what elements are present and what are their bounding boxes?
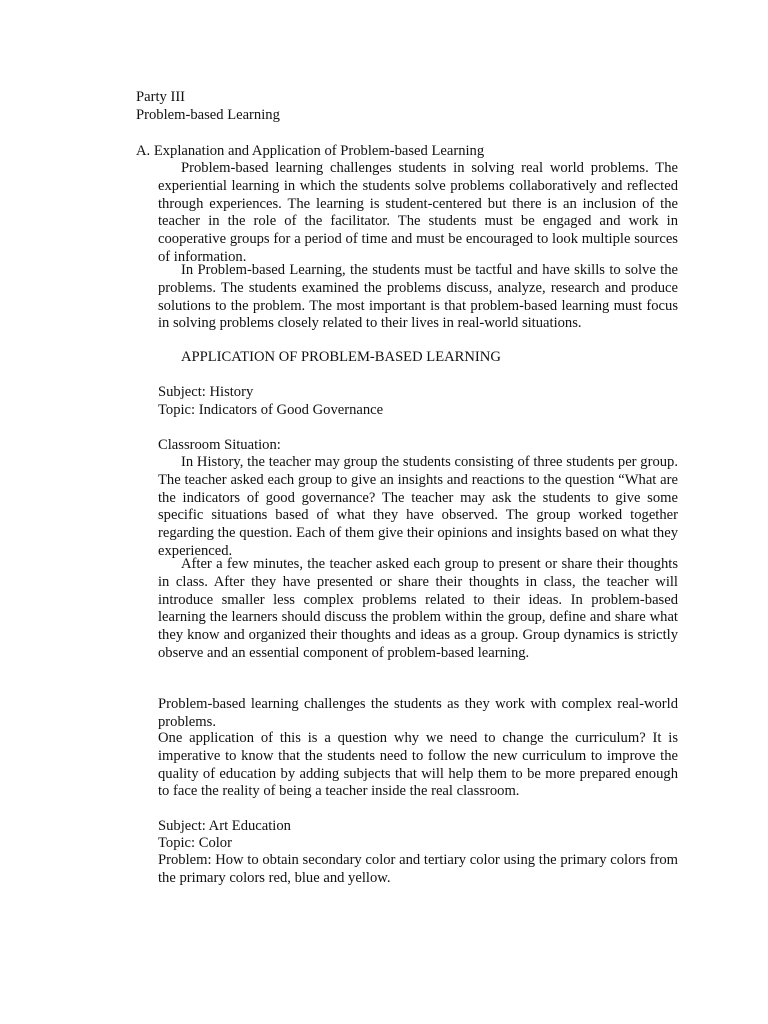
topic-color: Topic: Color [158,835,232,851]
paragraph-curriculum: One application of this is a question why we need to change the curriculum? It is imperative to know that the students need to follow the new curriculum to improve the quality of education by adding subjects that will help them to be more prepared enough to face the reality of being a teacher inside the real classroom. [158,730,678,800]
part-label: Party III [136,89,186,105]
paragraph-after-few-minutes: After a few minutes, the teacher asked each group to present or share their thoughts in class. After they have presented or share their thoughts in class, the teacher will introduce smaller less complex problems related to their ideas. In problem-based learning the learners should discuss the problem within the group, define and share what they know and organized their thoughts and ideas as a group. Group dynamics is strictly observe and an essential component of problem-based learning. [158,556,678,661]
subject-history: Subject: History [158,384,254,400]
paragraph-explanation: Problem-based learning challenges students in solving real world problems. The experiential learning in which the students solve problems collaboratively and reflected through experiences. The learning is student-centered but there is an inclusion of the teacher in the role of the facilitator. The students must be engaged and work in cooperative groups for a period of time and must be encouraged to look multiple sources of information. [158,160,678,265]
problem-statement: Problem: How to obtain secondary color and tertiary color using the primary colors from the primary colors red, blue and yellow. [158,852,678,886]
subject-art-education: Subject: Art Education [158,818,291,834]
paragraph-challenges: Problem-based learning challenges the students as they work with complex real-world problems. [158,696,678,730]
application-heading: APPLICATION OF PROBLEM-BASED LEARNING [181,349,501,365]
document-title: Problem-based Learning [136,107,280,123]
classroom-situation-label: Classroom Situation: [158,437,281,453]
section-a-heading: A. Explanation and Application of Problem-based Learning [136,143,485,159]
paragraph-tactful-skills: In Problem-based Learning, the students must be tactful and have skills to solve the problems. The students examined the problems discuss, analyze, research and produce solutions to the problem. The most important is that problem-based learning must focus in solving problems closely related to their lives in real-world situations. [158,262,678,332]
paragraph-history-groups: In History, the teacher may group the students consisting of three students per group. The teacher asked each group to give an insights and reactions to the question “What are the indicators of good governance? The teacher may ask the students to give some specific situations based of what they have observed. The group worked together regarding the question. Each of them give their opinions and insights based on what they experienced. [158,454,678,559]
topic-good-governance: Topic: Indicators of Good Governance [158,402,384,418]
